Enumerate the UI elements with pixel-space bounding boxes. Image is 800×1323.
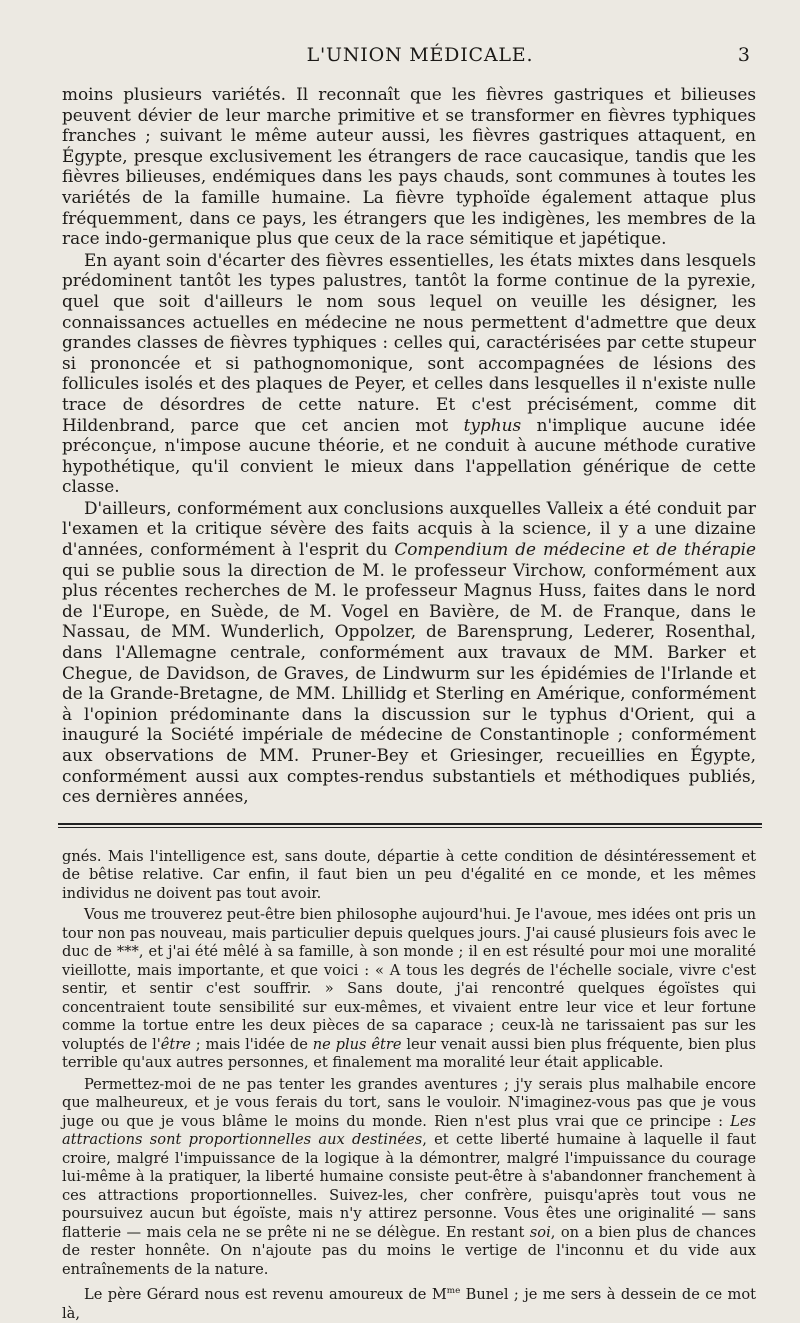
feuilleton-paragraph: gnés. Mais l'intelligence est, sans doute, départie à cette condition de désintéressement et de bêtise relative. Car enfin, il faut bien un peu d'égalité en ce monde, et les mêmes individus ne doivent pas tout avoir. xyxy=(62,847,756,902)
page-number: 3 xyxy=(737,44,750,66)
feuilleton-section xyxy=(62,848,756,1323)
article-paragraph: En ayant soin d'écarter des fièvres essentielles, les états mixtes dans lesquels prédominent tantôt les types palustres, tantôt la forme continue de la pyrexie, quel que soit d'ailleurs le nom sous lequel on veuille les désigner, les connaissances actuelles en médecine ne nous permettent d'admettre que deux grandes classes de fièvres typhiques : celles qui, caractérisées par cette stupeur si prononcée et si pathognomonique, sont accompagnées de lésions des follicules isolés et des plaques de Peyer, et celles dans lesquelles il n'existe nulle trace de désordres de cette nature. Et c'est précisément, comme dit Hildenbrand, parce que cet ancien mot typhus n'implique aucune idée préconçue, n'impose aucune théorie, et ne conduit à aucune méthode curative hypothétique, qu'il convient le mieux dans l'appellation générique de cette classe. xyxy=(62,249,757,497)
feuilleton-paragraph: Permettez-moi de ne pas tenter les grandes aventures ; j'y serais plus malhabile encore que malheureux, et je vous ferais du tort, sans le vouloir. N'imaginez-vous pas que je vous juge ou que je vous blâme le moins du monde. Rien n'est plus vrai que ce principe : Les attractions sont proportionnelles aux destinées, et cette liberté humaine à laquelle il faut croire, malgré l'impuissance de la logique à la démontrer, malgré l'impuissance du courage lui-même à la pratiquer, la liberté humaine consiste peut-être à s'abandonner franchement à ces attractions proportionnelles. Suivez-les, cher confrère, puisqu'après tout vous ne poursuivez aucun but égoïste, mais n'y attirez personne. Vous êtes une originalité — sans flatterie — mais cela ne se prête ni ne se délègue. En restant soi, on a bien plus de chances de rester honnête. On n'ajoute pas du moins le vertige de l'inconnu et du vide aux entraînements de la nature. xyxy=(62,1075,756,1278)
feuilleton-paragraph: Le père Gérard nous est revenu amoureux de $M^{me}$ Bunel ; je me sers à dessein de ce mot là, xyxy=(62,1286,756,1322)
feuilleton-paragraph: Vous me trouverez peut-être bien philosophe aujourd'hui. Je l'avoue, mes idées ont pris un tour non pas nouveau, mais particulier depuis quelques jours. J'ai causé plusieurs fois avec le duc de ***, et j'ai été mêlé à sa famille, à son monde ; il en est résulté pour moi une moralité vieillotte, mais importante, et que voici : « A tous les degrés de l'échelle sociale, vivre c'est sentir, et sentir c'est souffrir. » Sans doute, j'ai rencontré quelques égoïstes qui concentraient toute sensibilité sur eux-mêmes, et vivaient entre leur vice et leur fortune comme la tortue entre les deux pièces de sa caparace ; ceux-là ne tarissaient pas sur les voluptés de l'être ; mais l'idée de ne plus être leur venait aussi bien plus fréquente, bien plus terrible qu'aux autres personnes, et finalement ma moralité leur était applicable. xyxy=(62,906,757,1072)
article-paragraph: D'ailleurs, conformément aux conclusions auxquelles Valleix a été conduit par l'examen et la critique sévère des faits acquis à la science, il y a une dizaine d'années, conformément à l'esprit du Compendium de médecine et de thérapie qui se publie sous la direction de M. le professeur Virchow, conformément aux plus récentes recherches de M. le professeur Magnus Huss, faites dans le nord de l'Europe, en Suède, de M. Vogel en Bavière, de M. de Franque, dans le Nassau, de MM. Wunderlich, Oppolzer, de Barensprung, Lederer, Rosenthal, dans l'Allemagne centrale, conformément aux travaux de MM. Barker et Chegue, de Davidson, de Graves, de Lindwurm sur les épidémies de l'Irlande et de la Grande-Bretagne, de MM. Lhillidg et Sterling en Amérique, conformément à l'opinion prédominante dans la discussion sur le typhus d'Orient, qui a inauguré la Société impériale de médecine de Constantinople ; conformément aux observations de MM. Pruner-Bey et Griesinger, recueillies en Égypte, conformément aussi aux comptes-rendus substantiels et méthodiques publiés, ces dernières années, xyxy=(62,497,756,807)
main-article xyxy=(62,84,756,807)
journal-title: L'UNION MÉDICALE. xyxy=(306,44,534,66)
feuilleton-divider xyxy=(58,823,762,828)
article-paragraph: moins plusieurs variétés. Il reconnaît que les fièvres gastriques et bilieuses peuvent dévier de leur marche primitive et se transformer en fièvres typhiques franches ; suivant le même auteur aussi, les fièvres gastriques attaquent, en Égypte, presque exclusivement les étrangers de race caucasique, tandis que les fièvres bilieuses, endémiques dans les pays chauds, sont communes à toutes les variétés de la famille humaine. La fièvre typhoïde également attaque plus fréquemment, dans ce pays, les étrangers que les indigènes, les membres de la race indo-germanique plus que ceux de la race sémitique et japétique. xyxy=(62,84,756,249)
running-header xyxy=(62,44,756,84)
